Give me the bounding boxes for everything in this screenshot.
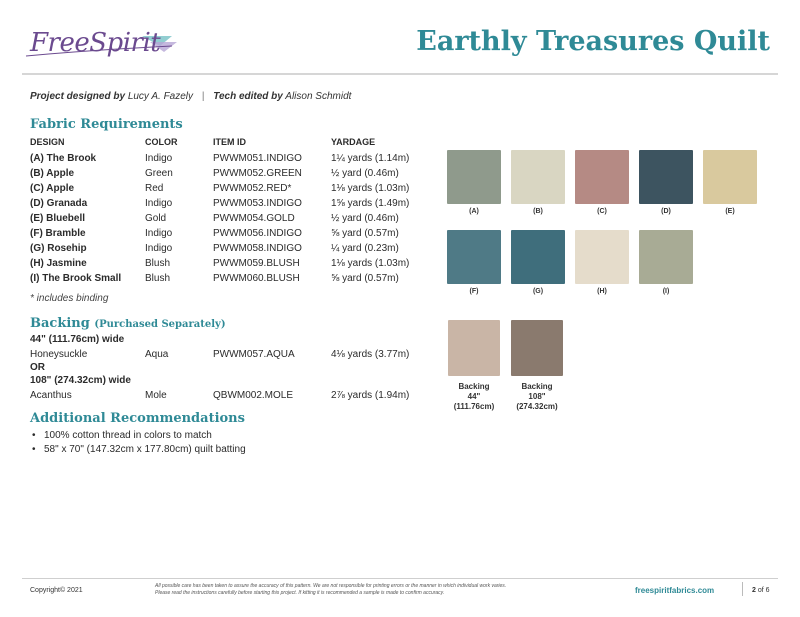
fabric-table: [30, 137, 441, 286]
swatch-i: [639, 230, 693, 284]
label-line: Backing: [521, 382, 553, 391]
backing-swatch-44-label: [444, 382, 504, 412]
swatch-g: [511, 230, 565, 284]
cell-color: Indigo: [145, 243, 173, 254]
cell-design: Acanthus: [30, 390, 72, 401]
cell-design: Honeysuckle: [30, 349, 88, 360]
label-line: (274.32cm): [516, 402, 558, 411]
cell-yardage: ⅝ yard (0.57m): [331, 228, 399, 239]
col-color: COLOR: [145, 137, 178, 147]
swatch-c: [575, 150, 629, 204]
backing-title: Backing: [30, 316, 90, 331]
cell-yardage: ½ yard (0.46m): [331, 213, 399, 224]
backing-heading: [30, 316, 226, 331]
swatch-label: (H): [597, 288, 607, 295]
backing-row-honeysuckle: [30, 349, 450, 363]
table-row: [30, 226, 441, 241]
swatch-label: (G): [532, 288, 544, 295]
cell-design: (I) The Brook Small: [30, 273, 122, 284]
cell-item-id: PWWM051.INDIGO: [213, 153, 302, 164]
cell-yardage: 1⅛ yards (1.03m): [331, 258, 410, 269]
backing-row-acanthus: [30, 390, 450, 404]
edited-by-label: Tech edited by: [213, 91, 283, 102]
cell-color: Indigo: [145, 228, 173, 239]
list-item: • 100% cotton thread in colors to match: [30, 430, 246, 444]
binding-note: * includes binding: [30, 293, 109, 304]
backing-108-width: 108" (274.32cm) wide: [30, 375, 131, 386]
disclaimer: [155, 583, 585, 597]
editor-name: Alison Schmidt: [285, 91, 352, 102]
label-line: (111.76cm): [453, 402, 495, 411]
credits-line: [30, 91, 351, 102]
cell-item-id: PWWM058.INDIGO: [213, 243, 302, 254]
cell-yardage: ⅝ yard (0.57m): [331, 273, 399, 284]
cell-design: (H) Jasmine: [30, 258, 87, 269]
footer-separator: [742, 582, 743, 596]
designer-name: Lucy A. Fazely: [127, 91, 194, 102]
cell-color: Indigo: [145, 198, 173, 209]
backing-44-width: 44" (111.76cm) wide: [30, 334, 125, 345]
cell-yardage: 2⅞ yards (1.94m): [331, 390, 410, 401]
cell-item-id: PWWM060.BLUSH: [213, 273, 300, 284]
fabric-requirements-heading: Fabric Requirements: [30, 117, 183, 132]
swatch-d: [639, 150, 693, 204]
backing-note: (Purchased Separately): [94, 319, 226, 330]
cell-design: (C) Apple: [30, 183, 75, 194]
cell-color: Green: [145, 168, 173, 179]
page-title: Earthly Treasures Quilt: [416, 26, 770, 57]
cell-yardage: ½ yard (0.46m): [331, 168, 399, 179]
swatch-a: [447, 150, 501, 204]
cell-color: Blush: [145, 258, 171, 269]
cell-item-id: PWWM059.BLUSH: [213, 258, 300, 269]
recommendations-list: [30, 430, 246, 458]
label-line: 44": [467, 392, 481, 401]
swatch-label: (D): [661, 208, 671, 215]
cell-yardage: 1¼ yards (1.14m): [331, 153, 410, 164]
page-total: of 6: [757, 587, 770, 594]
cell-yardage: 1⅝ yards (1.49m): [331, 198, 410, 209]
cell-color: Gold: [145, 213, 167, 224]
table-row: [30, 241, 441, 256]
swatch-label: (B): [533, 208, 543, 215]
backing-swatch-44: [448, 320, 500, 376]
header-divider: [22, 73, 778, 75]
fabric-table-header: [30, 137, 441, 151]
swatch-label: (C): [597, 208, 607, 215]
website-link[interactable]: freespiritfabrics.com: [635, 586, 715, 595]
list-item: • 58" x 70" (147.32cm x 177.80cm) quilt batting: [30, 444, 246, 458]
col-item-id: ITEM ID: [213, 137, 246, 147]
footer-divider: [22, 578, 778, 579]
cell-yardage: ¼ yard (0.23m): [331, 243, 399, 254]
freespirit-logo: [22, 22, 182, 72]
swatch-label: (E): [725, 208, 735, 215]
page-number: [752, 587, 770, 594]
designed-by-label: Project designed by: [30, 91, 126, 102]
table-row: [30, 151, 441, 166]
recommendations-heading: Additional Recommendations: [30, 411, 245, 426]
swatch-h: [575, 230, 629, 284]
table-row: [30, 271, 441, 286]
cell-item-id: PWWM052.GREEN: [213, 168, 302, 179]
label-line: 108": [528, 392, 546, 401]
swatch-f: [447, 230, 501, 284]
logo-text: FreeSpirit: [30, 28, 161, 58]
table-row: [30, 166, 441, 181]
backing-swatch-108-label: [507, 382, 567, 412]
label-line: Backing: [458, 382, 490, 391]
cell-item-id: QBWM002.MOLE: [213, 390, 294, 401]
table-row: [30, 256, 441, 271]
cell-color: Aqua: [145, 349, 169, 360]
swatch-e: [703, 150, 757, 204]
cell-item-id: PWWM052.RED*: [213, 183, 292, 194]
copyright: Copyright© 2021: [30, 587, 83, 594]
cell-color: Mole: [145, 390, 167, 401]
swatch-label: (I): [662, 288, 670, 295]
cell-color: Red: [145, 183, 164, 194]
cell-yardage: 4⅛ yards (3.77m): [331, 349, 410, 360]
cell-design: (D) Granada: [30, 198, 88, 209]
backing-swatch-108: [511, 320, 563, 376]
cell-color: Indigo: [145, 153, 173, 164]
swatch-label: (A): [469, 208, 479, 215]
cell-design: (F) Bramble: [30, 228, 86, 239]
table-row: [30, 181, 441, 196]
credits-separator: |: [201, 91, 205, 102]
table-row: [30, 211, 441, 226]
cell-design: (B) Apple: [30, 168, 75, 179]
cell-item-id: PWWM053.INDIGO: [213, 198, 302, 209]
col-yardage: YARDAGE: [331, 137, 376, 147]
cell-item-id: PWWM057.AQUA: [213, 349, 295, 360]
swatch-label: (F): [469, 288, 479, 295]
disclaimer-line: All possible care has been taken to assure the accuracy of this pattern. We are not responsible for printing errors or the manner in which individual work varies.: [155, 583, 507, 589]
cell-yardage: 1⅛ yards (1.03m): [331, 183, 410, 194]
disclaimer-line: Please read the instructions carefully before starting this project. If kitting it is recommended a sample is made to confirm accuracy.: [155, 590, 445, 596]
cell-design: (G) Rosehip: [30, 243, 87, 254]
cell-item-id: PWWM054.GOLD: [213, 213, 295, 224]
swatch-b: [511, 150, 565, 204]
cell-color: Blush: [145, 273, 171, 284]
table-row: [30, 196, 441, 211]
cell-design: (A) The Brook: [30, 153, 97, 164]
backing-or: OR: [30, 362, 45, 373]
col-design: DESIGN: [30, 137, 65, 147]
cell-design: (E) Bluebell: [30, 213, 86, 224]
page-current: 2: [752, 587, 756, 594]
cell-item-id: PWWM056.INDIGO: [213, 228, 302, 239]
